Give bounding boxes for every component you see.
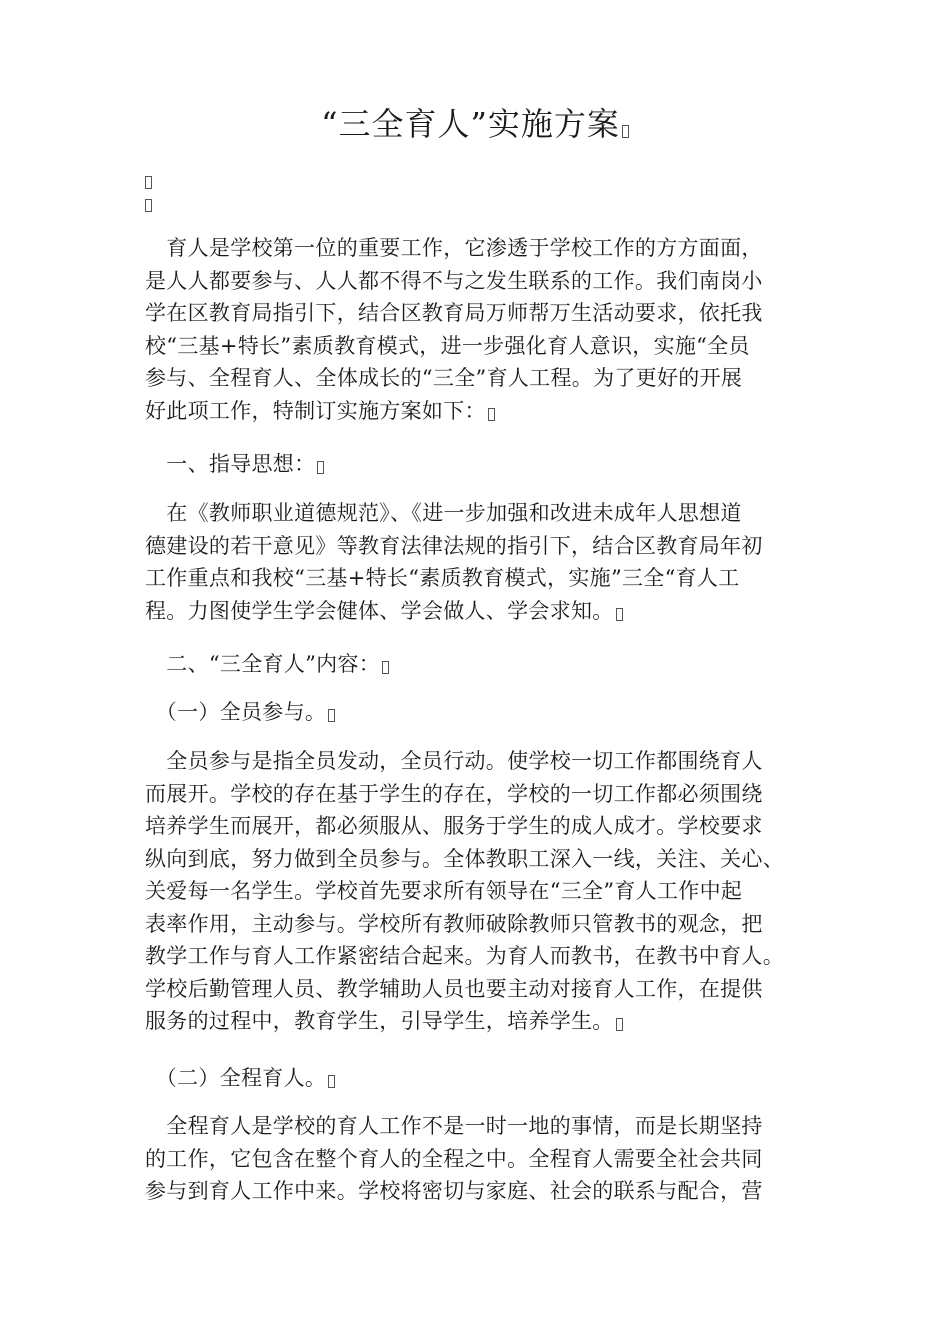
- section-heading-guiding: [145, 448, 324, 481]
- paragraph-mark-icon: [382, 661, 389, 674]
- heading-line: [145, 1062, 335, 1095]
- paragraph-mark-icon: [616, 1018, 623, 1031]
- whole-process-paragraph: [145, 1110, 763, 1208]
- heading-line: [145, 448, 324, 481]
- paragraph-mark-icon: [488, 408, 495, 421]
- text-line: [145, 595, 763, 628]
- heading-text: 一、指导思想：: [145, 452, 316, 476]
- subheading-whole-process: [145, 1062, 335, 1095]
- text-line: [145, 395, 763, 428]
- paragraph-mark-icon: [145, 176, 152, 189]
- text-line-content: 服务的过程中，教育学生，引导学生，培养学生。: [145, 1009, 614, 1033]
- text-line: 学在区教育局指引下，结合区教育局万师帮万生活动要求，依托我: [145, 301, 763, 325]
- text-line-content: 好此项工作，特制订实施方案如下：: [145, 398, 486, 423]
- text-line: 参与到育人工作中来。学校将密切与家庭、社会的联系与配合，营: [145, 1179, 763, 1203]
- heading-line: [145, 696, 335, 729]
- paragraph-mark-icon: [622, 125, 629, 138]
- paragraph-mark-icon: [616, 608, 623, 621]
- paragraph-mark-icon: [328, 1075, 335, 1088]
- text-line: 工作重点和我校“三基+特长“素质教育模式，实施”三全“育人工: [145, 566, 740, 590]
- paragraph-mark-icon: [328, 709, 335, 722]
- heading-line: [145, 648, 389, 681]
- text-line: 全程育人是学校的育人工作不是一时一地的事情，而是长期坚持: [145, 1114, 763, 1138]
- text-line: 学校后勤管理人员、教学辅助人员也要主动对接育人工作，在提供: [145, 976, 763, 1001]
- intro-paragraph: [145, 232, 763, 427]
- text-line: 德建设的若干意见》等教育法律法规的指引下，结合区教育局年初: [145, 533, 763, 558]
- text-line: 校“三基+特长”素质教育模式，进一步强化育人意识，实施“全员: [145, 333, 750, 358]
- section-heading-content: [145, 648, 389, 681]
- text-line: 的工作，它包含在整个育人的全程之中。全程育人需要全社会共同: [145, 1146, 763, 1171]
- text-line: 教学工作与育人工作紧密结合起来。为育人而教书，在教书中育人。: [145, 944, 784, 968]
- text-line: 表率作用，主动参与。学校所有教师破除教师只管教书的观念，把: [145, 911, 763, 936]
- text-line: 而展开。学校的存在基于学生的存在，学校的一切工作都必须围绕: [145, 781, 763, 806]
- text-line: 培养学生而展开，都必须服从、服务于学生的成人成才。学校要求: [145, 814, 763, 838]
- all-staff-paragraph: [145, 745, 784, 1038]
- text-line: 育人是学校第一位的重要工作，它渗透于学校工作的方方面面，: [145, 236, 763, 260]
- document-title: [0, 104, 950, 144]
- subheading-all-staff: [145, 696, 335, 729]
- text-line: 是人人都要参与、人人都不得不与之发生联系的工作。我们南岗小: [145, 268, 763, 293]
- text-line: 关爱每一名学生。学校首先要求所有领导在“三全”育人工作中起: [145, 879, 743, 903]
- title-text: “三全育人”实施方案: [321, 105, 620, 143]
- heading-text: （一）全员参与。: [145, 700, 327, 724]
- text-line: 在《教师职业道德规范》、《进一步加强和改进未成年人思想道: [145, 501, 742, 525]
- paragraph-mark-icon: [317, 461, 324, 474]
- text-line: 全员参与是指全员发动，全员行动。使学校一切工作都围绕育人: [145, 749, 763, 773]
- paragraph-mark-icon: [145, 199, 152, 212]
- text-line: 参与、全程育人、全体成长的“三全”育人工程。为了更好的开展: [145, 366, 743, 390]
- text-line-content: 程。力图使学生学会健体、学会做人、学会求知。: [145, 598, 614, 623]
- guiding-paragraph: [145, 497, 763, 627]
- heading-text: 二、“三全育人”内容：: [145, 652, 381, 676]
- text-line: 纵向到底，努力做到全员参与。全体教职工深入一线，关注、关心、: [145, 846, 784, 871]
- heading-text: （二）全程育人。: [145, 1066, 327, 1090]
- text-line: [145, 1005, 784, 1038]
